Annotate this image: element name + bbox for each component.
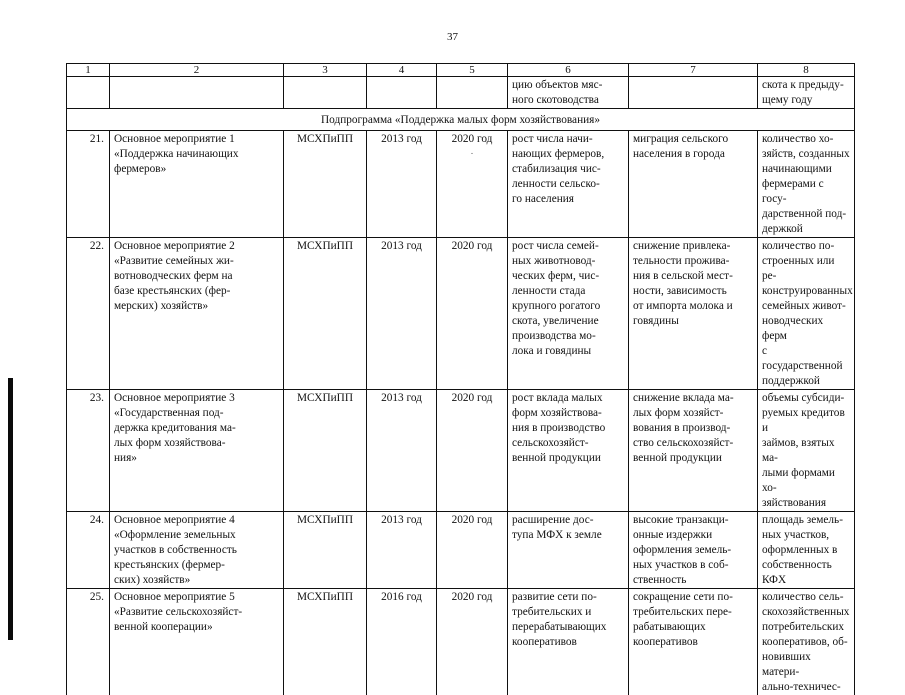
row-number-cell-text: 24. <box>90 514 104 526</box>
expected-result-cell <box>508 238 629 390</box>
end-year-cell <box>437 589 508 695</box>
end-year-cell-text: 2020 год <box>452 392 493 404</box>
row-number-cell <box>67 131 110 238</box>
cell-empty <box>629 77 758 109</box>
expected-result-cell <box>508 512 629 589</box>
consequences-cell <box>629 390 758 512</box>
indicator-cell <box>758 512 855 589</box>
continued-result-cell: цию объектов мяс- ного скотоводства <box>508 77 629 109</box>
row-number-cell-text: 23. <box>90 392 104 404</box>
consequences-cell <box>629 512 758 589</box>
column-header: 2 <box>110 64 284 77</box>
consequences-cell <box>629 238 758 390</box>
measure-cell <box>110 131 284 238</box>
end-year-cell-text: 2020 год <box>452 240 493 252</box>
measure-cell-text: Основное мероприятие 3 «Государственная под- держка кредитования ма- лых форм хозяйствова- ния» <box>114 392 236 464</box>
expected-result-cell-text: рост числа семей- ных животновод- ческих ферм, чис- ленности стада крупного рогатого скота, увеличение производства мо- лока и говядины <box>512 240 600 357</box>
executor-cell <box>284 512 367 589</box>
consequences-cell <box>629 131 758 238</box>
consequences-cell-text: миграция сельского населения в города <box>633 133 728 160</box>
measure-cell-text: Основное мероприятие 2 «Развитие семейных жи- вотноводческих ферм на базе крестьянских (фер- мерских) хозяйств» <box>114 240 235 312</box>
indicator-cell-text: количество хо- зяйств, созданных начинающими фермерами с госу- дарственной под- держкой <box>762 133 850 235</box>
executor-cell-text: МСХПиПП <box>297 591 353 603</box>
executor-cell <box>284 390 367 512</box>
measure-cell-text: Основное мероприятие 5 «Развитие сельскохозяйст- венной кооперации» <box>114 591 242 633</box>
end-year-cell-text: 2020 год <box>452 591 493 603</box>
row-number-cell-text: 21. <box>90 133 104 145</box>
indicator-cell <box>758 238 855 390</box>
row-number-cell <box>67 238 110 390</box>
end-year-cell <box>437 238 508 390</box>
table-row <box>67 512 855 589</box>
start-year-cell-text: 2013 год <box>381 392 422 404</box>
row-number-cell <box>67 512 110 589</box>
column-header: 7 <box>629 64 758 77</box>
table-row <box>67 238 855 390</box>
executor-cell-text: МСХПиПП <box>297 240 353 252</box>
ink-mark: . <box>441 147 503 155</box>
measure-cell <box>110 390 284 512</box>
start-year-cell-text: 2013 год <box>381 133 422 145</box>
executor-cell <box>284 589 367 695</box>
page-number: 37 <box>0 31 905 43</box>
cell-empty <box>437 77 508 109</box>
measure-cell <box>110 589 284 695</box>
indicator-cell <box>758 589 855 695</box>
table-row <box>67 390 855 512</box>
indicator-cell-text: площадь земель- ных участков, оформленных в собственность КФХ <box>762 514 843 586</box>
continuation-row <box>67 77 855 109</box>
continued-indicator-cell: скота к предыду- щему году <box>758 77 855 109</box>
end-year-cell <box>437 512 508 589</box>
measure-cell <box>110 512 284 589</box>
executor-cell <box>284 238 367 390</box>
end-year-cell <box>437 131 508 238</box>
expected-result-cell-text: рост числа начи- нающих фермеров, стабилизация чис- ленности сельско- го населения <box>512 133 604 205</box>
column-header: 5 <box>437 64 508 77</box>
indicator-cell-text: количество сель- скохозяйственных потребительских кооперативов, об- новивших матери- ально-техничес- <box>762 591 849 693</box>
cell-empty <box>284 77 367 109</box>
end-year-cell-text: 2020 год <box>452 133 493 145</box>
column-header: 1 <box>67 64 110 77</box>
start-year-cell-text: 2016 год <box>381 591 422 603</box>
cell-empty <box>110 77 284 109</box>
measure-cell-text: Основное мероприятие 4 «Оформление земельных участков в собственность крестьянских (фермер- ских) хозяйств» <box>114 514 237 586</box>
indicator-cell <box>758 131 855 238</box>
cell-empty <box>67 77 110 109</box>
expected-result-cell <box>508 390 629 512</box>
end-year-cell-text: 2020 год <box>452 514 493 526</box>
column-header: 6 <box>508 64 629 77</box>
expected-result-cell-text: рост вклада малых форм хозяйствова- ния в производство сельскохозяйст- венной продукции <box>512 392 605 464</box>
executor-cell-text: МСХПиПП <box>297 514 353 526</box>
end-year-cell <box>437 390 508 512</box>
start-year-cell-text: 2013 год <box>381 514 422 526</box>
consequences-cell <box>629 589 758 695</box>
start-year-cell <box>367 238 437 390</box>
column-number-header-row <box>67 64 855 77</box>
expected-result-cell <box>508 589 629 695</box>
consequences-cell-text: снижение вклада ма- лых форм хозяйст- вования в производ- ство сельскохозяйст- венной продукции <box>633 392 734 464</box>
expected-result-cell-text: развитие сети по- требительских и перерабатывающих кооперативов <box>512 591 606 648</box>
scan-edge-mark <box>8 378 13 640</box>
start-year-cell <box>367 390 437 512</box>
consequences-cell-text: снижение привлека- тельности прожива- ния в сельской мест- ности, зависимость от импорта молока и говядины <box>633 240 733 327</box>
program-measures-table <box>66 63 855 695</box>
executor-cell-text: МСХПиПП <box>297 133 353 145</box>
expected-result-cell-text: расширение дос- тупа МФХ к земле <box>512 514 602 541</box>
consequences-cell-text: высокие транзакци- онные издержки оформления земель- ных участков в соб- ственность <box>633 514 731 586</box>
row-number-cell-text: 25. <box>90 591 104 603</box>
cell-empty <box>367 77 437 109</box>
start-year-cell-text: 2013 год <box>381 240 422 252</box>
column-header: 4 <box>367 64 437 77</box>
consequences-cell-text: сокращение сети по- требительских пере- рабатывающих кооперативов <box>633 591 733 648</box>
row-number-cell <box>67 390 110 512</box>
row-number-cell-text: 22. <box>90 240 104 252</box>
executor-cell-text: МСХПиПП <box>297 392 353 404</box>
executor-cell <box>284 131 367 238</box>
start-year-cell <box>367 589 437 695</box>
table-row <box>67 131 855 238</box>
start-year-cell <box>367 512 437 589</box>
subprogram-row <box>67 109 855 131</box>
column-header: 3 <box>284 64 367 77</box>
measure-cell <box>110 238 284 390</box>
measure-cell-text: Основное мероприятие 1 «Поддержка начинающих фермеров» <box>114 133 238 175</box>
subprogram-title: Подпрограмма «Поддержка малых форм хозяйствования» <box>67 109 855 131</box>
row-number-cell <box>67 589 110 695</box>
indicator-cell <box>758 390 855 512</box>
expected-result-cell <box>508 131 629 238</box>
indicator-cell-text: объемы субсиди- руемых кредитов и займов, взятых ма- лыми формами хо- зяйствования <box>762 392 845 509</box>
start-year-cell <box>367 131 437 238</box>
indicator-cell-text: количество по- строенных или ре- конструированных семейных живот- новодческих ферм с государственной поддержкой <box>762 240 853 387</box>
column-header: 8 <box>758 64 855 77</box>
table-row <box>67 589 855 695</box>
